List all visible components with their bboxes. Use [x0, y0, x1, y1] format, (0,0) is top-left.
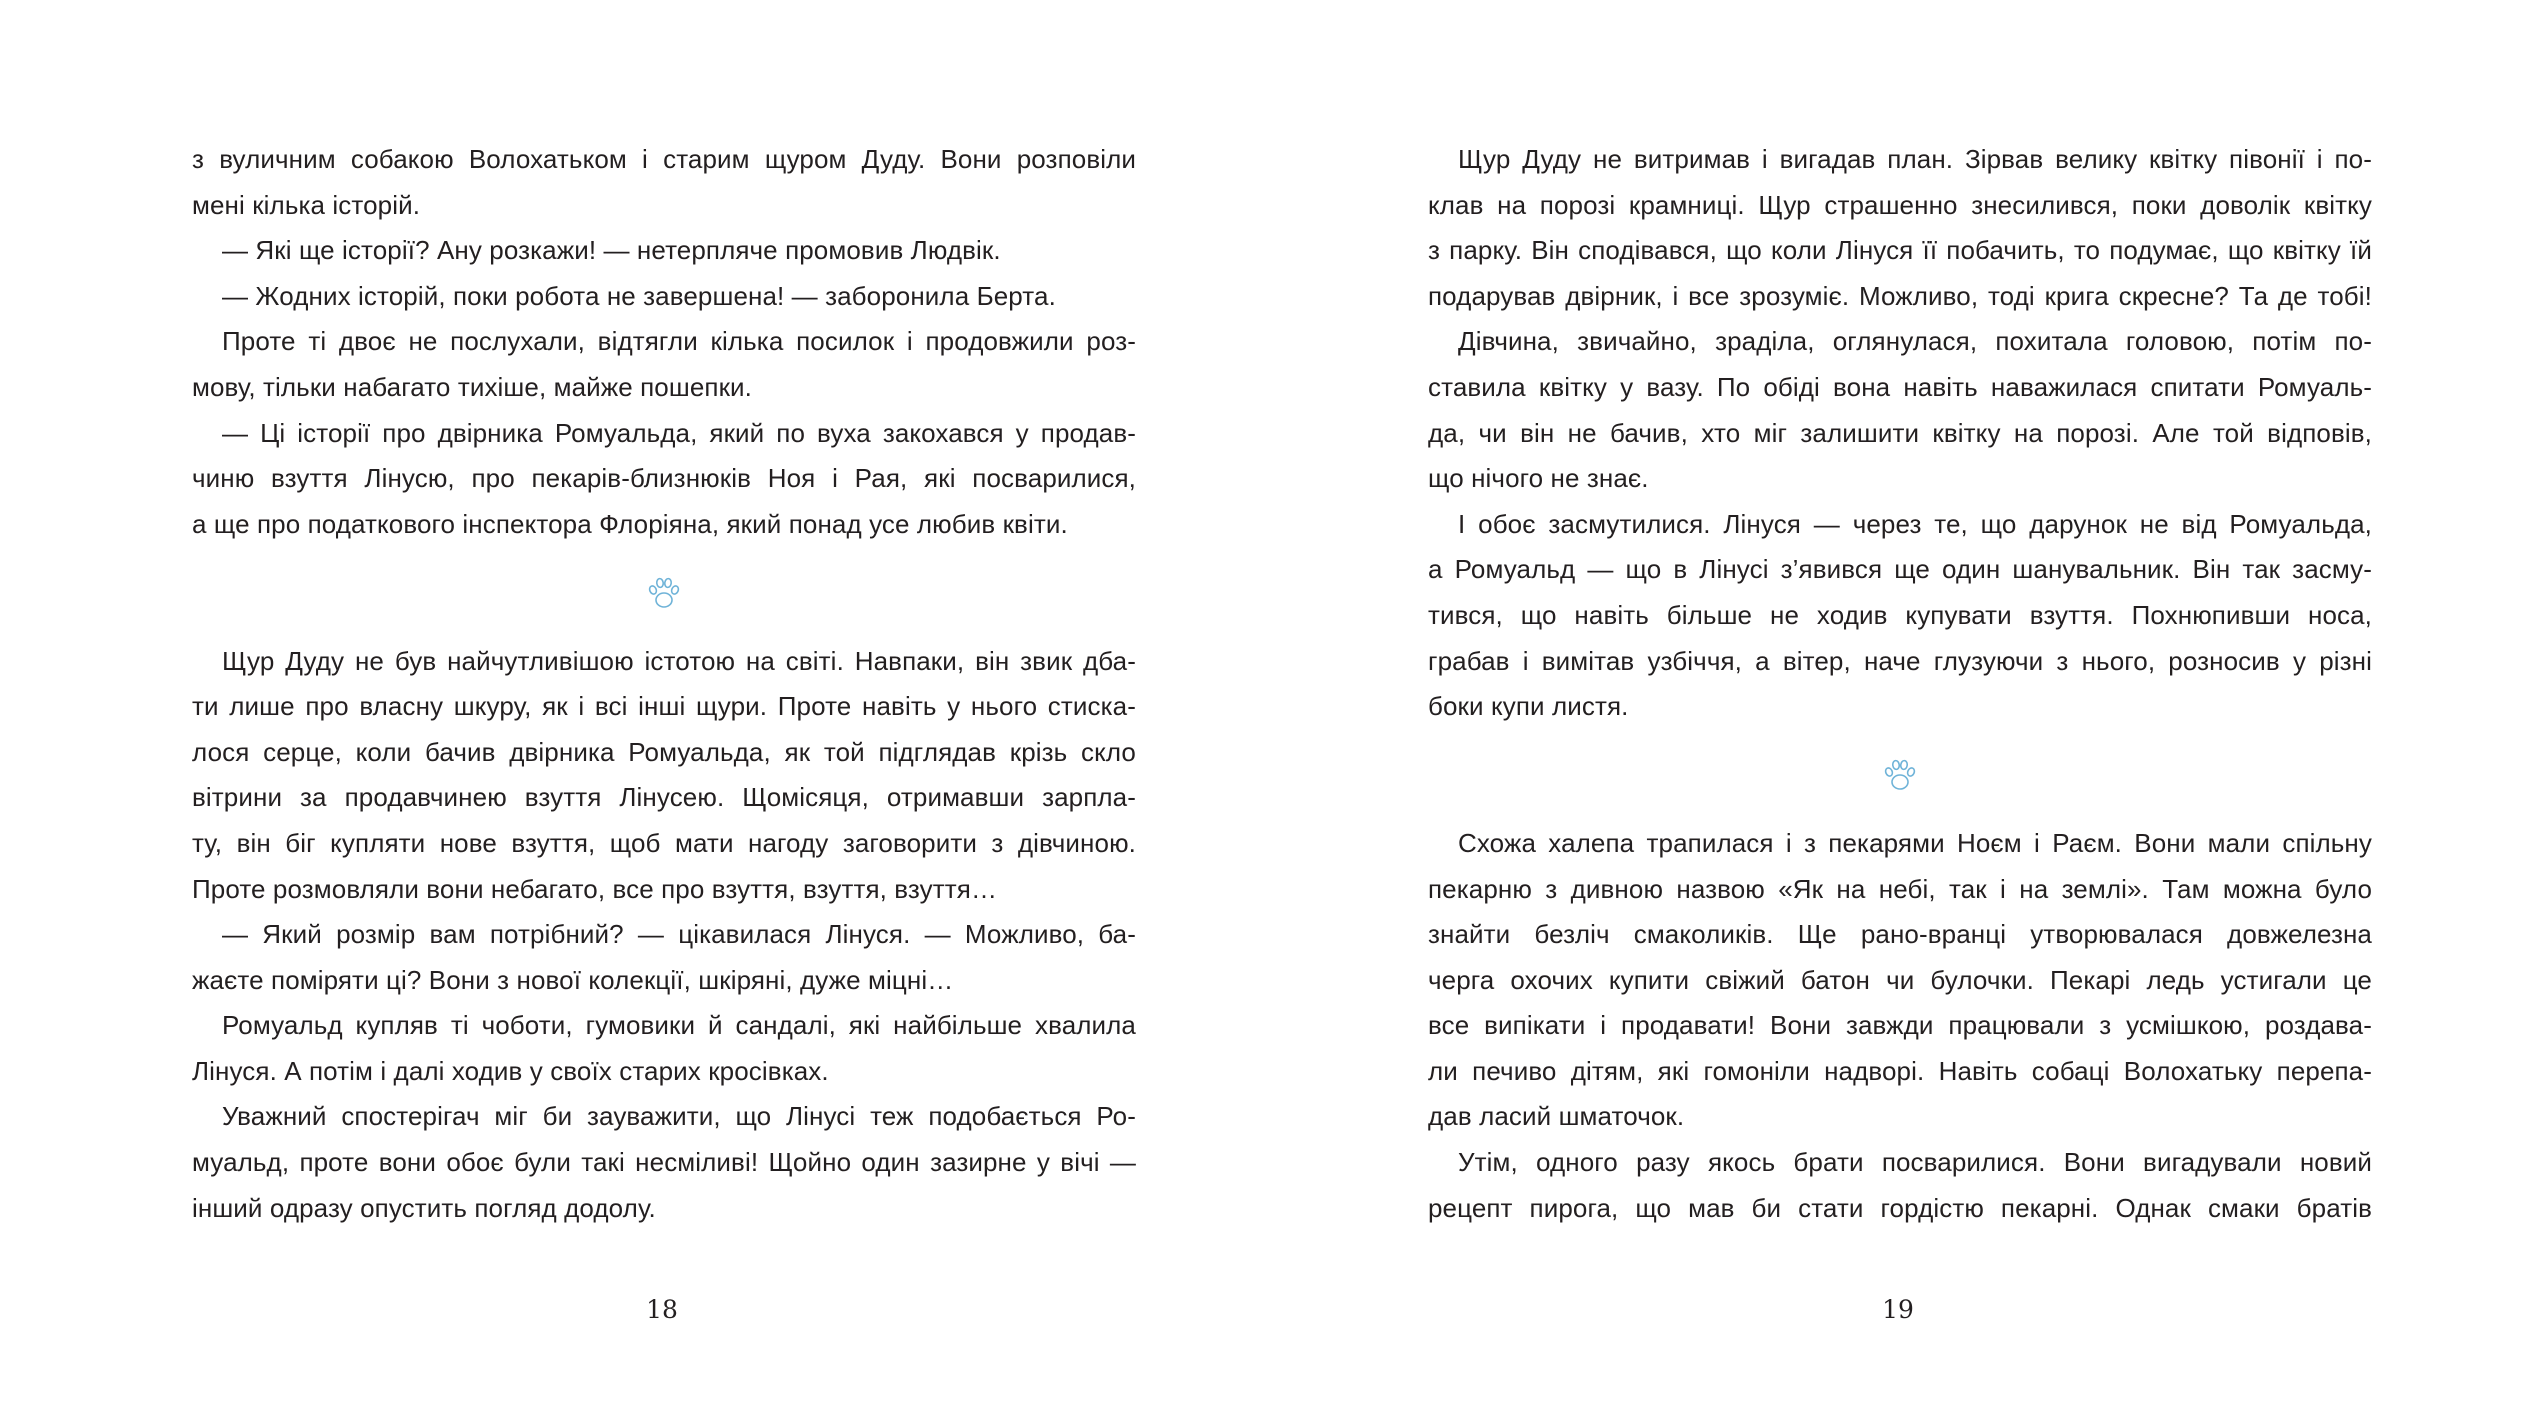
section-divider — [192, 547, 1136, 638]
text-line: — Який розмір вам потрібний? — цікавилася Лінуся. — Можливо, ба- — [222, 919, 1136, 950]
text-line: Проте ті двоє не послухали, відтягли кілька посилок і продовжили роз- — [222, 326, 1136, 357]
text-line: Проте розмовляли вони небагато, все про взуття, взуття, взуття… — [192, 873, 998, 904]
text-line: ту, він біг купляти нове взуття, щоб мати нагоду заговорити з дівчиною. — [192, 827, 1136, 858]
text-line: Дівчина, звичайно, зраділа, оглянулася, похитала головою, потім по- — [1458, 326, 2372, 357]
text-line: — Які ще історії? Ану розкажи! — нетерпляче промовив Людвік. — [222, 235, 1001, 266]
text-line: дав ласий шматочок. — [1428, 1101, 1685, 1132]
text-line: чиню взуття Лінусю, про пекарів-близнюків Ноя і Рая, які посварилися, — [192, 463, 1136, 494]
text-line: ти лише про власну шкуру, як і всі інші щури. Проте навіть у нього стиска- — [192, 691, 1136, 722]
right-page-text — [1428, 137, 2372, 1231]
text-line: мені кілька історій. — [192, 189, 421, 220]
text-line: клав на порозі крамниці. Щур страшенно знесилився, поки доволік квітку — [1428, 189, 2372, 220]
text-line: Ромуальд купляв ті чоботи, гумовики й сандалі, які найбільше хвалила — [222, 1010, 1136, 1041]
text-line: що нічого не знає. — [1428, 463, 1649, 494]
text-line: рецепт пирога, що мав би стати гордістю пекарні. Однак смаки братів — [1428, 1192, 2372, 1223]
text-line: Щур Дуду не витримав і вигадав план. Зірвав велику квітку півонії і по- — [1458, 144, 2372, 174]
text-line: Утім, одного разу якось брати посварилися. Вони вигадували новий — [1458, 1147, 2372, 1178]
text-line: Щур Дуду не був найчутливішою істотою на світі. Навпаки, він звик дба- — [222, 645, 1136, 676]
text-line: черга охочих купити свіжий батон чи булочки. Пекарі ледь устигали це — [1428, 964, 2372, 995]
text-line: подарував двірник, і все зрозуміє. Можливо, тоді крига скресне? Та де тобі! — [1428, 280, 2372, 311]
text-line: лося серце, коли бачив двірника Ромуальда, як той підглядав крізь скло — [192, 736, 1136, 767]
text-line: ставила квітку у вазу. По обіді вона навіть наважилася спитати Ромуаль- — [1428, 371, 2372, 402]
text-line: з парку. Він сподівався, що коли Лінуся її побачить, то подумає, що квітку їй — [1428, 235, 2372, 266]
text-line: грабав і вимітав узбіччя, а вітер, наче глузуючи з нього, розносив у різні — [1428, 645, 2372, 676]
text-line: Схожа халепа трапилася і з пекарями Ноєм і Раєм. Вони мали спільну — [1458, 827, 2372, 858]
text-line: мову, тільки набагато тихіше, майже пошепки. — [192, 371, 752, 402]
paw-print-icon — [644, 573, 684, 613]
text-line: інший одразу опустить погляд додолу. — [192, 1192, 656, 1223]
text-line: Уважний спостерігач міг би зауважити, що Лінусі теж подобається Ро- — [222, 1101, 1136, 1132]
text-line: — Ці історії про двірника Ромуальда, який по вуха закохався у продав- — [222, 417, 1136, 448]
right-page — [1270, 0, 2540, 1418]
text-line: І обоє засмутилися. Лінуся — через те, що дарунок не від Ромуальда, — [1458, 508, 2372, 539]
text-line: з вуличним собакою Волохатьком і старим щуром Дуду. Вони розповіли — [192, 144, 1136, 174]
text-line: — Жодних історій, поки робота не завершена! — заборонила Берта. — [222, 280, 1056, 311]
page-number: 19 — [1882, 1295, 1914, 1324]
text-line: ли печиво дітям, які гомоніли надворі. Навіть собаці Волохатьку перепа- — [1428, 1055, 2372, 1086]
paw-print-icon — [1880, 755, 1920, 795]
text-line: вітрини за продавчинею взуття Лінусею. Щомісяця, отримавши зарпла- — [192, 782, 1136, 813]
left-page-text — [192, 137, 1136, 1231]
text-line: боки купи листя. — [1428, 691, 1629, 722]
text-line: а ще про податкового інспектора Флоріяна, який понад усе любив квіти. — [192, 508, 1068, 539]
text-line: Лінуся. А потім і далі ходив у своїх старих кросівках. — [192, 1055, 829, 1086]
page-number: 18 — [646, 1295, 678, 1324]
section-divider — [1428, 730, 2372, 821]
text-line: пекарню з дивною назвою «Як на небі, так і на землі». Там можна було — [1428, 873, 2372, 904]
text-line: знайти безліч смаколиків. Ще рано-вранці утворювалася довжелезна — [1428, 919, 2372, 950]
text-line: все випікати і продавати! Вони завжди працювали з усмішкою, роздава- — [1428, 1010, 2372, 1041]
text-line: жаєте поміряти ці? Вони з нової колекції, шкіряні, дуже міцні… — [192, 964, 954, 995]
text-line: а Ромуальд — що в Лінусі з’явився ще один шанувальник. Він так засму- — [1428, 554, 2372, 585]
text-line: да, чи він не бачив, хто міг залишити квітку на порозі. Але той відповів, — [1428, 417, 2372, 448]
text-line: муальд, проте вони обоє були такі несміливі! Щойно один зазирне у вічі — — [192, 1147, 1136, 1178]
text-line: тився, що навіть більше не ходив купувати взуття. Похнюпивши носа, — [1428, 599, 2372, 630]
